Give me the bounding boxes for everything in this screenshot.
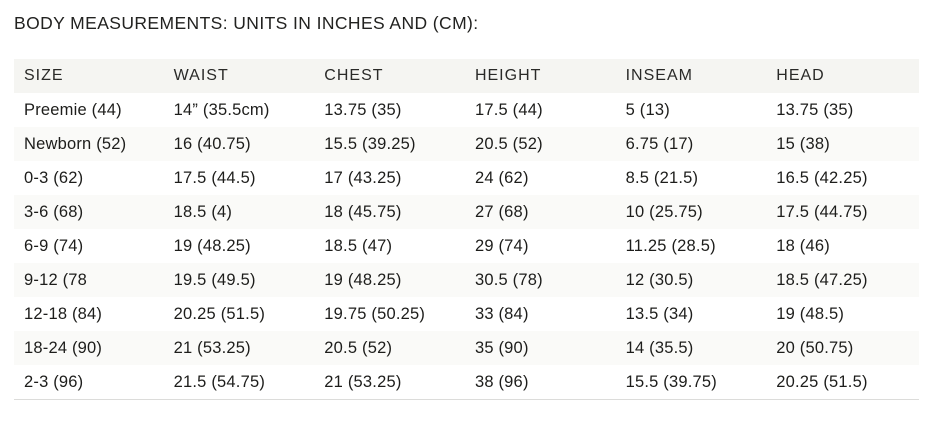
- cell-head: 15 (38): [766, 127, 919, 161]
- table-row-newborn: [14, 127, 919, 161]
- column-header-height: HEIGHT: [465, 59, 616, 93]
- cell-inseam: 8.5 (21.5): [616, 161, 767, 195]
- table-row-18-24: [14, 331, 919, 365]
- cell-head: 17.5 (44.75): [766, 195, 919, 229]
- cell-height: 30.5 (78): [465, 263, 616, 297]
- cell-waist: 21.5 (54.75): [164, 365, 315, 400]
- cell-size: 12-18 (84): [14, 297, 164, 331]
- cell-chest: 18 (45.75): [314, 195, 465, 229]
- cell-waist: 21 (53.25): [164, 331, 315, 365]
- table-row-preemie: [14, 93, 919, 127]
- cell-head: 20 (50.75): [766, 331, 919, 365]
- column-header-chest: CHEST: [314, 59, 465, 93]
- cell-height: 33 (84): [465, 297, 616, 331]
- page-title: BODY MEASUREMENTS: UNITS IN INCHES AND (CM):: [14, 13, 479, 33]
- cell-size: 6-9 (74): [14, 229, 164, 263]
- cell-waist: 19.5 (49.5): [164, 263, 315, 297]
- cell-head: 18 (46): [766, 229, 919, 263]
- cell-waist: 16 (40.75): [164, 127, 315, 161]
- cell-chest: 17 (43.25): [314, 161, 465, 195]
- cell-size: 3-6 (68): [14, 195, 164, 229]
- cell-height: 35 (90): [465, 331, 616, 365]
- table-header-row: [14, 59, 919, 93]
- cell-inseam: 11.25 (28.5): [616, 229, 767, 263]
- cell-waist: 18.5 (4): [164, 195, 315, 229]
- cell-chest: 20.5 (52): [314, 331, 465, 365]
- cell-inseam: 14 (35.5): [616, 331, 767, 365]
- cell-waist: 14” (35.5cm): [164, 93, 315, 127]
- cell-chest: 13.75 (35): [314, 93, 465, 127]
- cell-size: 0-3 (62): [14, 161, 164, 195]
- column-header-head: HEAD: [766, 59, 919, 93]
- cell-head: 20.25 (51.5): [766, 365, 919, 400]
- table-row-0-3: [14, 161, 919, 195]
- cell-waist: 17.5 (44.5): [164, 161, 315, 195]
- table-row-6-9: [14, 229, 919, 263]
- cell-waist: 19 (48.25): [164, 229, 315, 263]
- table-row-2-3: [14, 365, 919, 400]
- cell-size: 2-3 (96): [14, 365, 164, 400]
- cell-inseam: 6.75 (17): [616, 127, 767, 161]
- cell-inseam: 15.5 (39.75): [616, 365, 767, 400]
- cell-head: 16.5 (42.25): [766, 161, 919, 195]
- cell-chest: 19.75 (50.25): [314, 297, 465, 331]
- cell-inseam: 10 (25.75): [616, 195, 767, 229]
- cell-size: Newborn (52): [14, 127, 164, 161]
- cell-size: 9-12 (78: [14, 263, 164, 297]
- cell-size: Preemie (44): [14, 93, 164, 127]
- cell-chest: 21 (53.25): [314, 365, 465, 400]
- table-row-12-18: [14, 297, 919, 331]
- cell-chest: 15.5 (39.25): [314, 127, 465, 161]
- cell-height: 17.5 (44): [465, 93, 616, 127]
- cell-inseam: 13.5 (34): [616, 297, 767, 331]
- cell-size: 18-24 (90): [14, 331, 164, 365]
- column-header-size: SIZE: [14, 59, 164, 93]
- cell-height: 24 (62): [465, 161, 616, 195]
- column-header-inseam: INSEAM: [616, 59, 767, 93]
- cell-height: 29 (74): [465, 229, 616, 263]
- cell-height: 20.5 (52): [465, 127, 616, 161]
- cell-inseam: 12 (30.5): [616, 263, 767, 297]
- cell-height: 27 (68): [465, 195, 616, 229]
- table-row-3-6: [14, 195, 919, 229]
- cell-chest: 19 (48.25): [314, 263, 465, 297]
- cell-head: 18.5 (47.25): [766, 263, 919, 297]
- cell-waist: 20.25 (51.5): [164, 297, 315, 331]
- cell-chest: 18.5 (47): [314, 229, 465, 263]
- body-measurements-table: [14, 59, 919, 400]
- column-header-waist: WAIST: [164, 59, 315, 93]
- cell-inseam: 5 (13): [616, 93, 767, 127]
- cell-height: 38 (96): [465, 365, 616, 400]
- table-row-9-12: [14, 263, 919, 297]
- cell-head: 19 (48.5): [766, 297, 919, 331]
- cell-head: 13.75 (35): [766, 93, 919, 127]
